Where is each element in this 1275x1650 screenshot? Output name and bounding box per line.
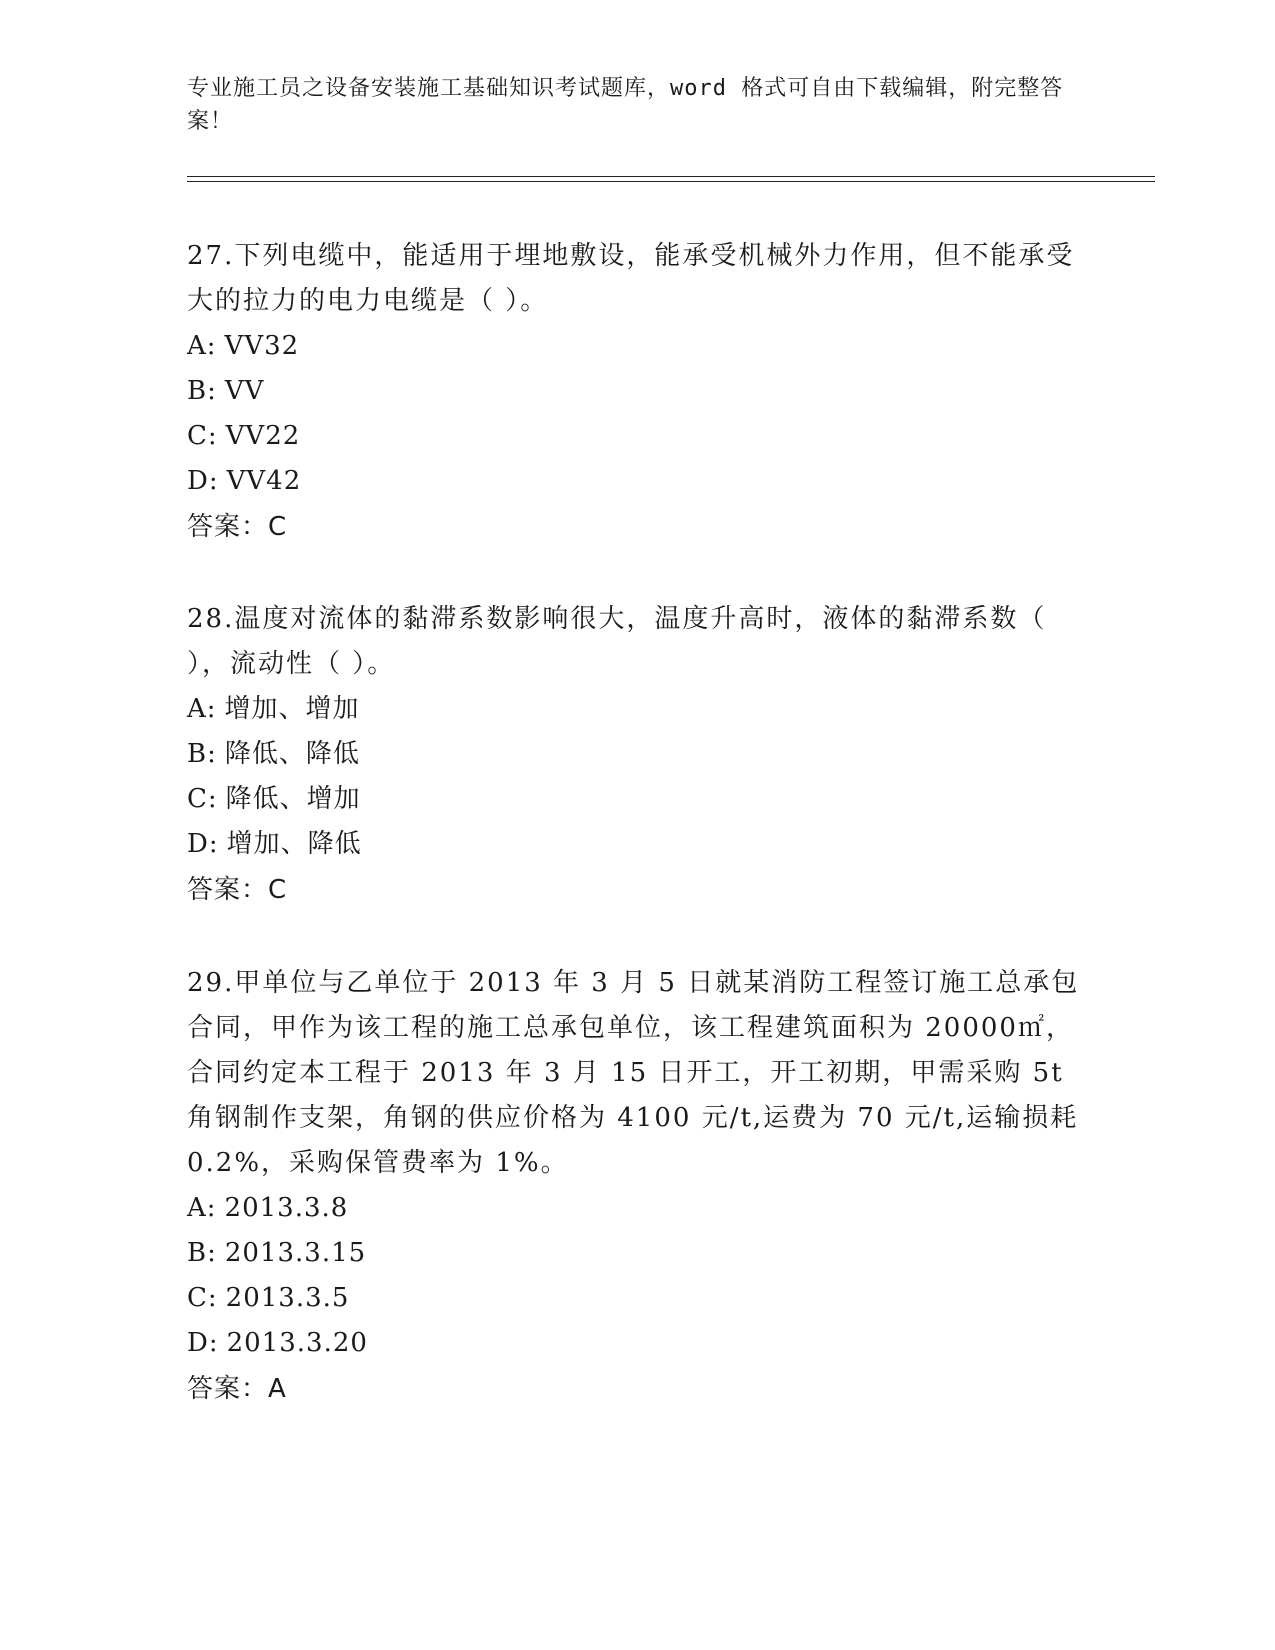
option-a: [187, 1186, 1087, 1231]
option-value: VV22: [225, 421, 301, 451]
answer-line: 答案：C: [187, 875, 288, 905]
option-letter: B:: [187, 376, 217, 406]
option-value: 2013.3.15: [224, 1238, 367, 1268]
option-letter: D:: [187, 1328, 219, 1358]
option-d: [187, 459, 1087, 504]
option-b: [187, 1231, 1087, 1276]
option-letter: C:: [187, 1283, 218, 1313]
option-value: 降低、增加: [225, 784, 361, 814]
option-value: 2013.3.20: [226, 1328, 368, 1358]
option-value: 2013.3.8: [224, 1193, 349, 1223]
option-value: VV32: [224, 331, 300, 361]
option-c: [187, 1276, 1087, 1321]
option-value: VV: [224, 376, 265, 406]
option-letter: A:: [187, 331, 217, 361]
document-header: [187, 72, 1077, 138]
header-title: 专业施工员之设备安装施工基础知识考试题库，word 格式可自由下载编辑，附完整答案！: [187, 76, 1064, 134]
question-29: [187, 961, 1087, 1412]
option-value: 降低、降低: [224, 739, 360, 769]
header-divider-top: [187, 176, 1155, 177]
question-text: 29.甲单位与乙单位于 2013 年 3 月 5 日就某消防工程签订施工总承包合同，甲作为该工程的施工总承包单位，该工程建筑面积为 20000㎡，合同约定本工程于 2013 年 3 月 15 日开工，开工初期，甲需采购 5t 角钢制作支架，角钢的供应价格为 4100 元/t,运费为 70 元/t,运输损耗 0.2%，采购保管费率为 1%。: [187, 968, 1080, 1178]
question-27: [187, 234, 1087, 550]
header-divider-bottom: [187, 181, 1155, 182]
option-letter: D:: [187, 829, 219, 859]
answer-line: 答案：C: [187, 512, 288, 542]
option-d: [187, 1321, 1087, 1366]
option-b: [187, 369, 1087, 414]
option-value: VV42: [226, 466, 302, 496]
option-b: [187, 732, 1087, 777]
option-value: 增加、降低: [226, 829, 362, 859]
question-text: 27.下列电缆中，能适用于埋地敷设，能承受机械外力作用，但不能承受大的拉力的电力电缆是（ ）。: [187, 241, 1075, 316]
option-letter: D:: [187, 466, 219, 496]
option-c: [187, 414, 1087, 459]
option-c: [187, 777, 1087, 822]
option-value: 增加、增加: [224, 694, 360, 724]
option-a: [187, 324, 1087, 369]
option-letter: B:: [187, 1238, 217, 1268]
option-letter: C:: [187, 784, 218, 814]
option-letter: B:: [187, 739, 217, 769]
question-28: [187, 597, 1087, 913]
answer-line: 答案：A: [187, 1374, 287, 1404]
option-a: [187, 687, 1087, 732]
option-d: [187, 822, 1087, 867]
option-letter: C:: [187, 421, 218, 451]
question-text: 28.温度对流体的黏滞系数影响很大，温度升高时，液体的黏滞系数（ ），流动性（ ）。: [187, 604, 1047, 679]
option-value: 2013.3.5: [225, 1283, 350, 1313]
option-letter: A:: [187, 1193, 217, 1223]
option-letter: A:: [187, 694, 217, 724]
